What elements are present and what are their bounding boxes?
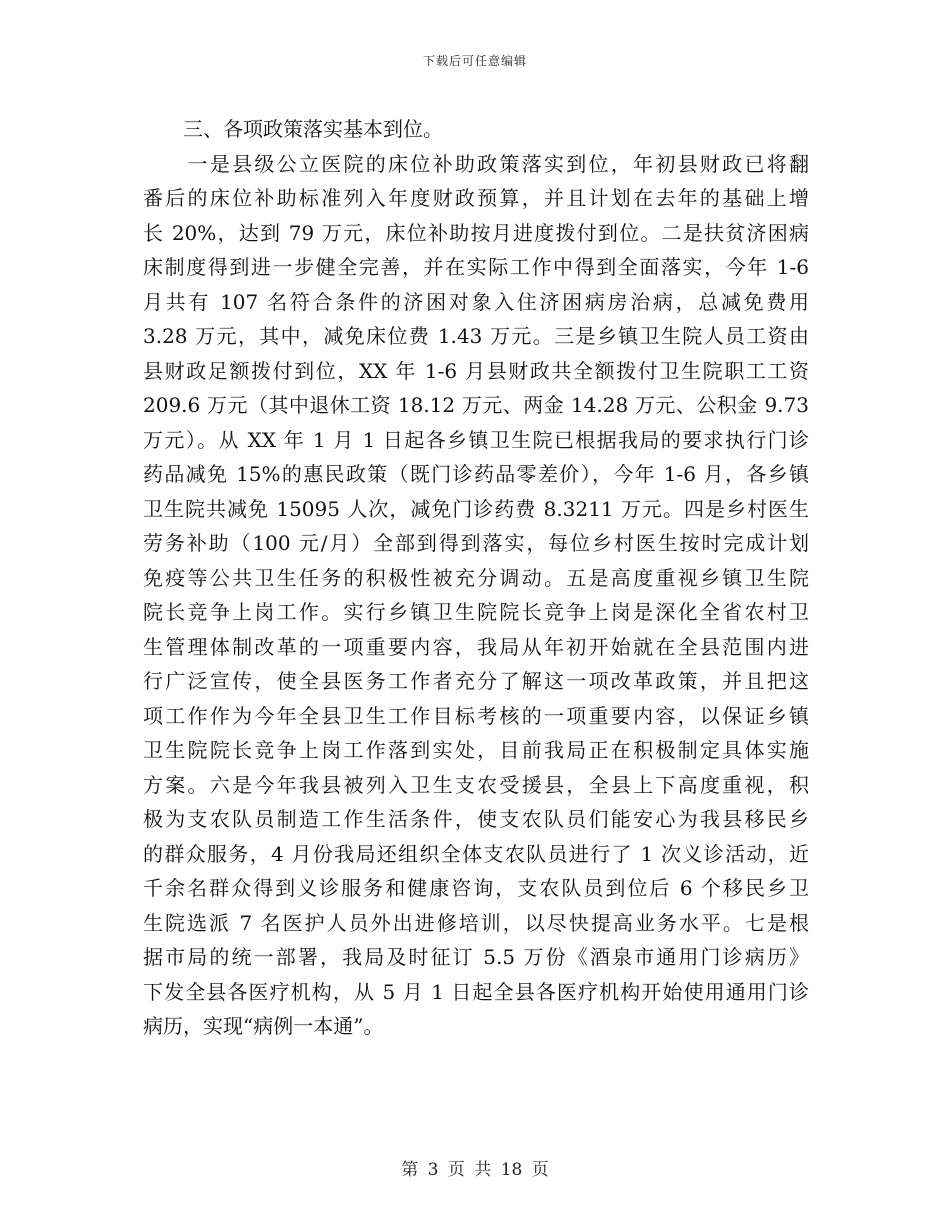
paragraph-line: 卫生院共减免 15095 人次，减免门诊药费 8.3211 万元。四是乡村医生 bbox=[143, 496, 809, 521]
page-header-note: 下载后可任意编辑 bbox=[422, 54, 527, 68]
page-number: 第 3 页 共 18 页 bbox=[401, 1160, 549, 1180]
paragraph-line: 免疫等公共卫生任务的积极性被充分调动。五是高度重视乡镇卫生院 bbox=[143, 565, 809, 590]
paragraph-line: 209.6 万元（其中退休工资 18.12 万元、两金 14.28 万元、公积金 9.73 bbox=[143, 393, 809, 417]
paragraph-line: 一是县级公立医院的床位补助政策落实到位，年初县财政已将翻 bbox=[143, 151, 809, 176]
paragraph-line: 方案。六是今年我县被列入卫生支农受援县，全县上下高度重视，积 bbox=[143, 772, 809, 797]
paragraph-line: 院长竞争上岗工作。实行乡镇卫生院院长竞争上岗是深化全省农村卫 bbox=[143, 600, 809, 624]
paragraph-line: 行广泛宣传，使全县医务工作者充分了解这一项改革政策，并且把这 bbox=[143, 669, 809, 693]
paragraph-line: 的群众服务，4 月份我局还组织全体支农队员进行了 1 次义诊活动，近 bbox=[143, 841, 809, 866]
paragraph-line: 月共有 107 名符合条件的济困对象入住济困病房治病，总减免费用 bbox=[143, 289, 809, 314]
paragraph-line: 万元）。从 XX 年 1 月 1 日起各乡镇卫生院已根据我局的要求执行门诊 bbox=[143, 427, 809, 452]
paragraph-line: 项工作作为今年全县卫生工作目标考核的一项重要内容，以保证乡镇 bbox=[143, 703, 809, 728]
paragraph-line: 病历，实现“病例一本通”。 bbox=[143, 1014, 384, 1038]
section-heading: 三、各项政策落实基本到位。 bbox=[143, 117, 443, 141]
document-body bbox=[143, 112, 809, 1044]
paragraph-line: 药品减免 15%的惠民政策（既门诊药品零差价），今年 1-6 月，各乡镇 bbox=[143, 462, 809, 486]
paragraph-line: 县财政足额拨付到位，XX 年 1-6 月县财政共全额拨付卫生院职工工资 bbox=[143, 358, 809, 383]
paragraph-line: 长 20%，达到 79 万元，床位补助按月进度拨付到位。二是扶贫济困病 bbox=[143, 220, 809, 245]
paragraph-line: 劳务补助（100 元/月）全部到得到落实，每位乡村医生按时完成计划 bbox=[143, 531, 809, 555]
paragraph-line: 下发全县各医疗机构，从 5 月 1 日起全县各医疗机构开始使用通用门诊 bbox=[143, 979, 809, 1004]
paragraph-line: 3.28 万元，其中，减免床位费 1.43 万元。三是乡镇卫生院人员工资由 bbox=[143, 324, 809, 348]
paragraph-line: 床制度得到进一步健全完善，并在实际工作中得到全面落实，今年 1-6 bbox=[143, 255, 809, 279]
paragraph-line: 生管理体制改革的一项重要内容，我局从年初开始就在全县范围内进 bbox=[143, 634, 809, 659]
paragraph-line: 生院选派 7 名医护人员外出进修培训，以尽快提高业务水平。七是根 bbox=[143, 910, 809, 935]
paragraph-line: 据市局的统一部署，我局及时征订 5.5 万份《酒泉市通用门诊病历》 bbox=[143, 945, 809, 969]
paragraph-line: 番后的床位补助标准列入年度财政预算，并且计划在去年的基础上增 bbox=[143, 186, 809, 210]
paragraph-line: 千余名群众得到义诊服务和健康咨询，支农队员到位后 6 个移民乡卫 bbox=[143, 876, 809, 900]
paragraph-line: 极为支农队员制造工作生活条件，使支农队员们能安心为我县移民乡 bbox=[143, 807, 809, 831]
paragraph-line: 卫生院院长竞争上岗工作落到实处，目前我局正在积极制定具体实施 bbox=[143, 738, 809, 762]
